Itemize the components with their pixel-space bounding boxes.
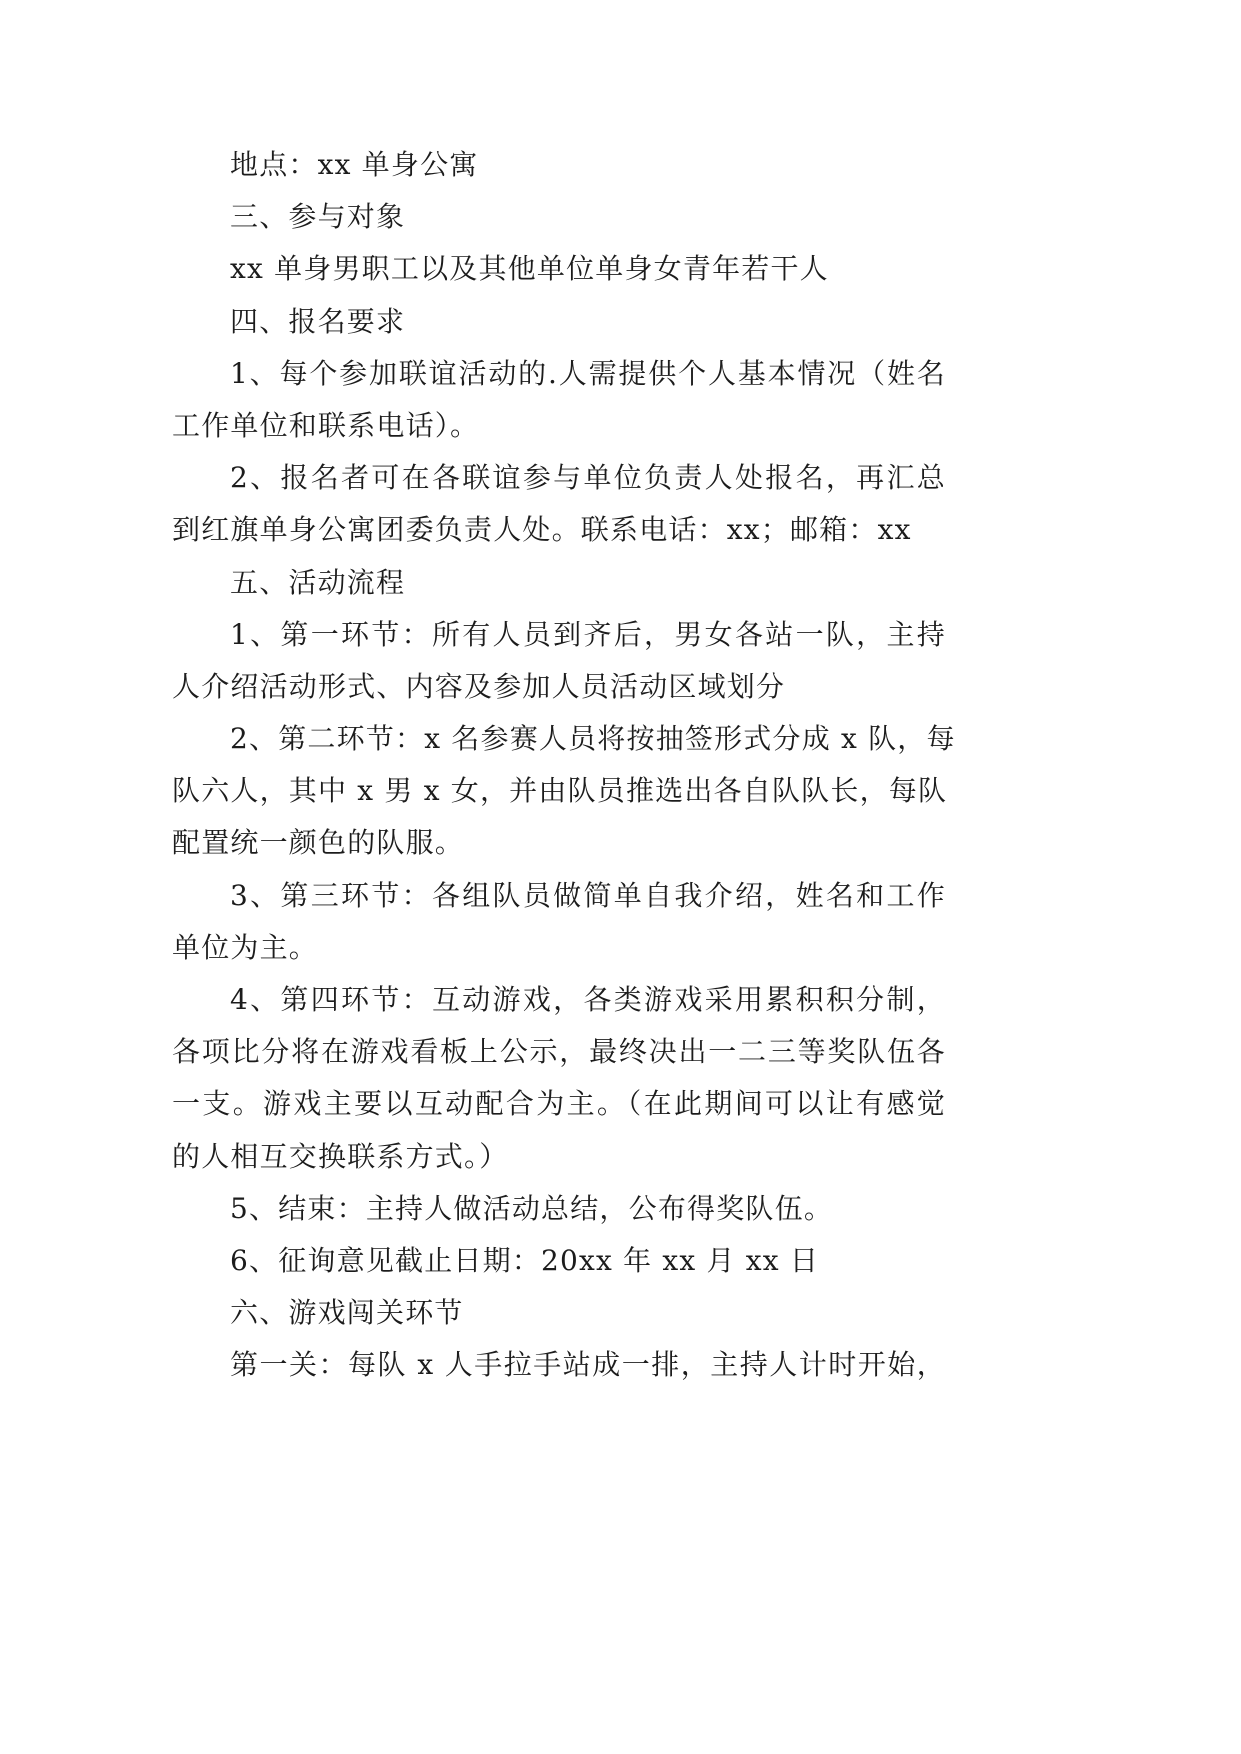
text-line: 一支。游戏主要以互动配合为主。（在此期间可以让有感觉	[172, 1087, 946, 1121]
process-step-5	[172, 1183, 946, 1235]
text-line: 人介绍活动形式、内容及参加人员活动区域划分	[172, 669, 786, 703]
section-heading-process	[172, 557, 946, 609]
document-body	[172, 139, 956, 1392]
participants-paragraph	[172, 243, 946, 295]
text-line: 队六人，其中 x 男 x 女，并由队员推选出各自队队长，每队	[172, 774, 948, 808]
text-line: 5、结束：主持人做活动总结，公布得奖队伍。	[230, 1191, 834, 1225]
text-line: 配置统一颜色的队服。	[172, 826, 465, 860]
text-line: 2、报名者可在各联谊参与单位负责人处报名，再汇总	[230, 461, 946, 495]
text-line: 地点：xx 单身公寓	[230, 148, 479, 181]
registration-item-1	[172, 348, 946, 452]
text-line: 3、第三环节：各组队员做简单自我介绍，姓名和工作	[230, 878, 946, 912]
text-line: 单位为主。	[172, 930, 319, 964]
process-step-2	[172, 713, 956, 870]
text-line: 6、征询意见截止日期：20xx 年 xx 月 xx 日	[230, 1243, 820, 1277]
section-heading: 三、参与对象	[230, 200, 406, 234]
text-line: 的人相互交换联系方式。）	[172, 1139, 509, 1173]
location-paragraph	[172, 139, 946, 191]
registration-item-2	[172, 452, 946, 556]
text-line: 1、第一环节：所有人员到齐后，男女各站一队，主持	[230, 617, 946, 651]
section-heading-registration	[172, 296, 946, 348]
text-line: 第一关：每队 x 人手拉手站成一排，主持人计时开始，	[230, 1348, 946, 1382]
process-step-6	[172, 1235, 946, 1287]
process-step-4	[172, 974, 946, 1183]
text-line: 2、第二环节：x 名参赛人员将按抽签形式分成 x 队，每	[230, 722, 956, 756]
text-line: 1、每个参加联谊活动的.人需提供个人基本情况（姓名	[230, 356, 946, 390]
process-step-1	[172, 609, 946, 713]
section-heading: 六、游戏闯关环节	[230, 1296, 464, 1330]
section-heading: 四、报名要求	[230, 304, 406, 338]
section-heading-participants	[172, 191, 946, 243]
text-line: 各项比分将在游戏看板上公示，最终决出一二三等奖队伍各	[172, 1035, 946, 1069]
process-step-3	[172, 870, 946, 974]
section-heading-game-levels	[172, 1287, 946, 1339]
text-line: 工作单位和联系电话）。	[172, 408, 480, 442]
text-line: xx 单身男职工以及其他单位单身女青年若干人	[230, 252, 829, 286]
text-line: 4、第四环节：互动游戏，各类游戏采用累积积分制，	[230, 983, 946, 1016]
level-1-paragraph	[172, 1339, 946, 1391]
section-heading: 五、活动流程	[230, 565, 406, 599]
text-line: 到红旗单身公寓团委负责人处。联系电话：xx；邮箱：xx	[172, 513, 912, 547]
